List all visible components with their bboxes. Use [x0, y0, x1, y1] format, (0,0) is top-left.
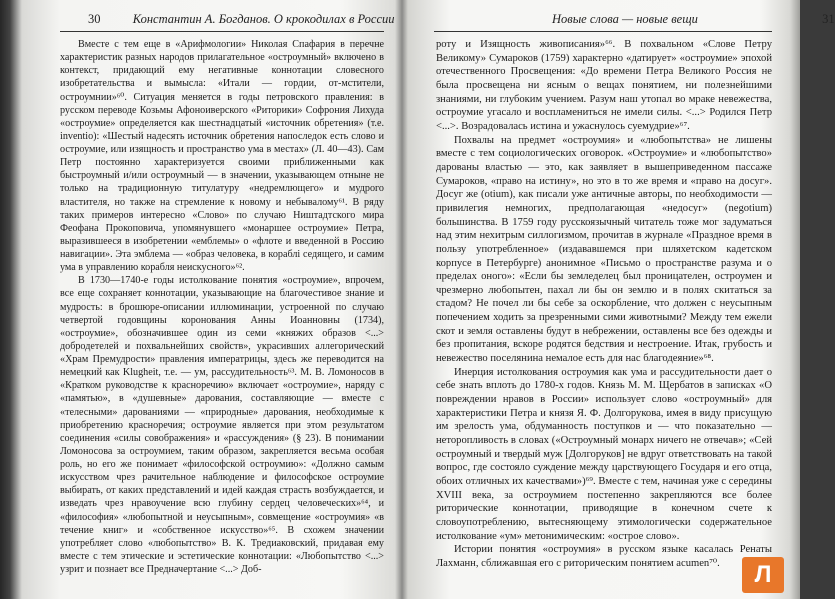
left-running-head: Константин А. Богданов. О крокодилах в России — [132, 12, 395, 26]
paragraph: В 1730—1740-е годы истолкование понятия «остроумие», впрочем, все еще сохраняет коннотации, указывающие на благочестивое знание и мудрость: в брошюре-описании иллюминации, устроенной по случаю четвертой годовщины коронования Анны Иоанновны (1734), «остроумие», обозначившее один из семи «княжих образов <...> добродетелей и похвальнейших свойств», украсивших аллегорический «Храм Премудрости» правления императрицы, здесь же переводится на немецкий как Klugheit, т.е. — ум, рассудительность⁶³. М. В. Ломоносов в «Кратком руководстве к красноречию» включает «остроумие», наряду с «памятью», в «душевные» дарования, составляющие — вместе с «телесными» дарованиями — «природные» дарования, необходимые к приобретению красноречия; остроумие является при этом результатом соединения «силы совображения» и «рассуждения» (§ 23). В понимании Ломоносова за остроумием, таким образом, закрепляется весьма особая роль, но его же понимает «философской остроумию»: «Должно самым искусством чрез рачительное наблюдение и философское остроумие выбирать, от каких представлений и идей каждая страсть возбуждается, и изведать чрез нравоучение всю глубину сердец человеческих»⁶⁴, и «философия» «любопытной и неусыпным», совмещение «остроумия» «в течение книг» и «собственное искусство»⁶⁵. В схожем значении употребляет слово «любопытство» В. К. Тредиаковский, придавая ему вместе с тем этические и эстетические коннотации: «Любопытство <...> узрит и познает все Предначертание <...> Доб- — [60, 275, 384, 575]
left-running-header — [88, 12, 395, 27]
paragraph: Похвалы на предмет «остроумия» и «любопытства» не лишены вместе с тем социологических оговорок. «Остроумие» и «любопытство» дарованы властью — это, как заявляет в вышеприведенном пассаже Сумароков, «право на истину», но это в то же время и «право на досуг». Досуг же (otium), как писали уже античные авторы, по необходимости — привилегия немногих, предполагающая «недосуг» (negotium) большинства. В 1759 году русскоязычный читатель тоже мог задуматься над этим нехитрым силлогизмом, прочитав в журнале «Праздное время в пользу употребленное» (издававшемся при шляхетском кадетском корпусе в Петербурге) анонимное «Письмо о пространстве разума и о пределах оного»: «Если бы земледелец был проницателен, остроумен и чрезмерно любопытен, пахал ли бы он землю и в полях скитаться за стадом? Не почел ли бы себе за оскорбление, что должен с неусыпным попечением ходить за презренными сими животными? Между тем ежели скот и земля оставлены будут в небрежении, оставлены все без одежды и без пропитания, вскоре родятся бедствия и нестроение. Итак, грубость и невежество поселянина немалое есть для нас благодеяние»⁶⁸. — [436, 134, 772, 365]
paragraph: роту и Изящность живописания»⁶⁶. В похвальном «Слове Петру Великому» Сумароков (1759) характерно «датирует» «остроумие» эпохой отечественного Просвещения: «До времени Петра Великого Россия не была просвещена ни ясным о вещах понятием, ни полезнейшими знаниями, ни глубоким учением. Разум наш утопал во мраке невежества, остроумие угасало и воспламениться не имели силы. <...> Родился Петр <...>. Возрадовалась истина и ужаснулось суемудрие»⁶⁷. — [436, 39, 772, 132]
left-page-text — [60, 38, 384, 576]
left-page-number: 30 — [88, 12, 101, 26]
watermark-logo — [742, 557, 784, 593]
paragraph: Вместе с тем еще в «Арифмологии» Николая Спафария в перечне характеристик разных народов прилагательное «остроумный» включено в контекст, придающий ему негативные коннотации словесного изобретательства и вымысла: «Итали — гордии, от-мстители, остроумнии»⁶⁰. Ситуация меняется в годы петровского правления: в русском переводе Козьмы Афоноиверского «Риторики» Софрония Лихуда «остроумие» определяется как шестнадцатый «источник обретения» (т.е. inventio): «Шестый надесять источник обретения напоследок есть слово и остроумие, или изящность и пространство ума в местах» (Л. 40—43). Сам Петр постоянно характеризуется своими приближенными как быстроумный и/или остроумный — в значении, указывающем отныне не только на традиционную титулатуру «недремлющего» и мудрого властителя, но также на стремление к новому и небывалому⁶¹. В ряду таких примеров интересно «Слово» по случаю Ништадтского мира Феофана Прокоповича, упомянувшего «монаршее остроумие» Петра, выразившееся в изобретении «емблемы» о «флоте и введенной в Россию навигации». Эта эмблема — «образ человека, в кораблі седящего, и самим ума в управлению корабля неискусного»⁶². — [60, 39, 384, 274]
left-header-rule — [60, 31, 384, 32]
paragraph: Инерция истолкования остроумия как ума и рассудительности дает о себе знать вплоть до 1780-х годов. Князь М. М. Щербатов в записках «О повреждении нравов в России» использует слово «остроумный» для характеристики Петра и князя Я. Ф. Долгорукова, имея в виду присущую им зрелость ума, обдуманность поступков и — что показательно — неторопливость в словах («Остроумный монарх ничего не отвечав»; «Сей остроумный и твердый муж [Долгоруков] не вдруг ответствовать на такой вопрос, где состояло суждение между царствующего Государя и его отца, обоих отличных их качествами»)⁶⁹. Вместе с тем, начиная уже с середины XVIII века, за остроумием постепенно закрепляются все более риторические коннотации, приводящие в конечном счете к словоупотреблению, вытесняющему этимологически содержательное истолкование «ум» метонимическим: «острое слово». — [436, 366, 772, 542]
right-running-head: Новые слова — новые вещи — [552, 12, 698, 26]
paragraph: Истории понятия «остроумия» в русском языке касалась Ренаты Лахманн, сближавшая его с риторическим понятием acumen⁷⁰. — [436, 544, 772, 569]
right-page-number: 31 — [822, 12, 835, 26]
right-header-rule — [434, 31, 772, 32]
right-page — [404, 0, 835, 599]
watermark-logo-glyph: Л — [754, 561, 772, 588]
right-page-text — [436, 38, 772, 571]
left-page — [24, 0, 402, 599]
right-running-header — [552, 12, 835, 27]
